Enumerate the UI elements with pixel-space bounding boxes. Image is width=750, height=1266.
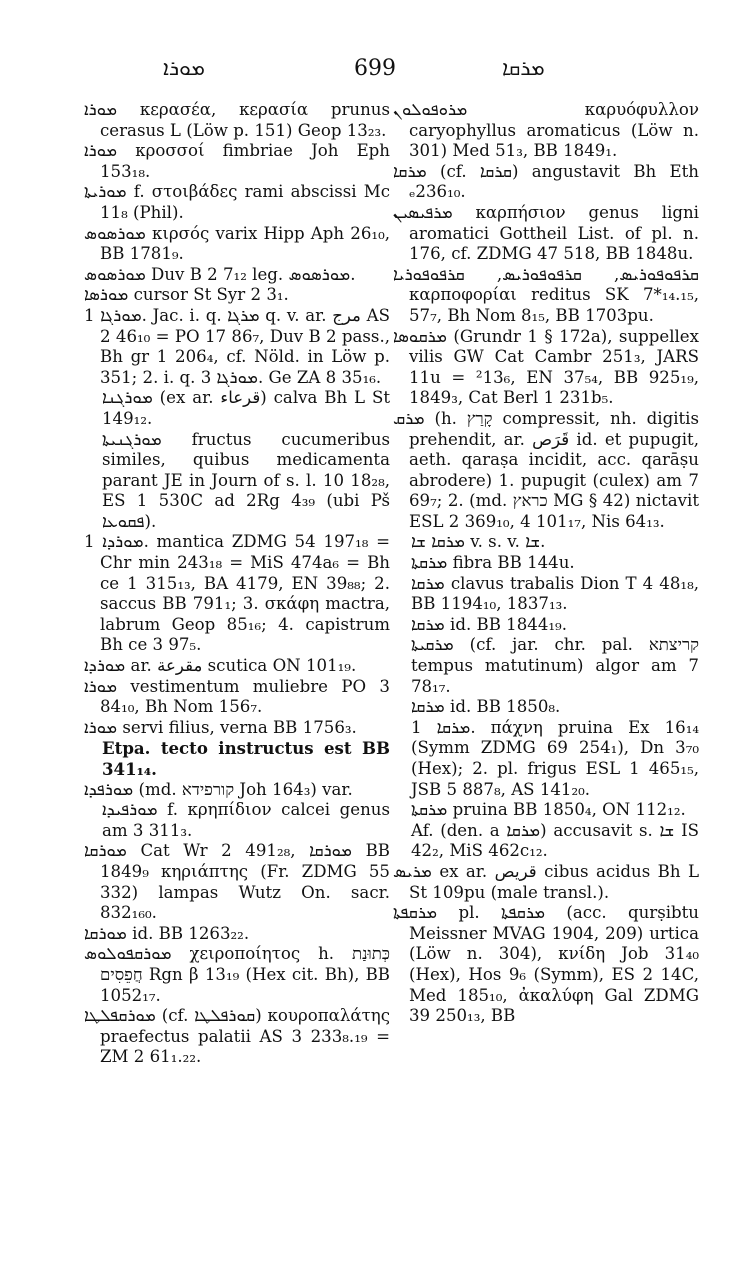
dictionary-entry: ܡܘܪܓܐ 1. Jac. i. q. ܡܪܓܐ q. v. ar. ﻣﺮﺝ AS 2 46₁₀ = PO 17 86₇, Duv B 2 pass., Bh gr 1 206₄, cf. Nöld. in Löw p. 351; 2. i. q. ܡܘܪܓܐ 3. Ge ZA 8 35₁₆. [84,305,390,387]
dictionary-entry: ܡܪܩܐ id. BB 1850₈. [411,697,561,717]
dictionary-entry: ܡܪܝܣ ex ar. ﻗﺮﻳﺺ cibus acidus Bh L St 109pu (male transl.). [393,861,700,902]
dictionary-entry: ܡܘܪܦܝܕܐ f. κρηπίδιον calcei genus am 3 311₃. [102,800,390,840]
dictionary-entry: ܡܘܪܩܐ id. BB 1263₂₂. [84,923,250,943]
dictionary-entry: ܡܘܪܐ κερασέα, κερασία prunus cerasus L (Löw p. 151) Geop 13₂₃. [84,100,390,140]
dictionary-entry: ܡܘܪܩܐ Cat Wr 2 491₂₈, ܡܘܪܩܐ BB 1849₉ κηριάπτης (Fr. ZDMG 55 332) lampas Wutz On. sacr. 832₁₆₀. [84,841,390,923]
left-column [84,100,390,1068]
right-column [393,100,699,1027]
dictionary-entry: Af. (den. a ܡܪܩܐ) accusavit s. ܫܐ IS 42₂, MiS 462c₁₂. [411,820,699,861]
dictionary-entry: ܡܘܪܕܐ ar. ﻣﻘﺮﻋﺔ scutica ON 101₁₉. [84,656,357,676]
dictionary-entry: ܡܘܪܐ servi filius, verna BB 1756₃. [84,717,357,737]
dictionary-entry: ܩܪܦܘܦܘܪܝܣ, ܩܪܦܘܦܘܪܝܣ, ܩܪܦܘܦܘܪܝܐ καρποφορίαι reditus SK 7*₁₄.₁₅, 57₇, Bh Nom 8₁₅, BB 1703pu. [393,264,699,325]
dictionary-entry: ܡܘܪܩܦܠܛܐ (cf. ܩܘܪܦܠܛܐ) κουροπαλάτης praefectus palatii AS 3 233₈.₁₉ = ZM 2 61₁.₂₂. [84,1006,390,1067]
dictionary-entry: ܡܘܪܣܐ cursor St Syr 2 3₁. [84,285,289,305]
dictionary-entry: ܡܪܩܐ 1. πάχνη pruina Ex 16₁₄ (Symm ZDMG 69 254₁), Dn 3₇₀ (Hex); 2. pl. frigus ESL 1 465₁₅, JSB 5 887₈, AS 141₂₀. [411,717,699,799]
dictionary-entry: Etpa. tecto instructus est BB 341₁₄. [102,738,390,779]
dictionary-entry: ܡܘܪܕܐ 1. mantica ZDMG 54 197₁₈ = Chr min 243₁₈ = MiS 474a₆ = Bh ce 1 315₁₃, BA 4179, EN 39₈₈; 2. saccus BB 791₁; 3. σκάφη mactra, labrum Geop 85₁₆; 4. capistrum Bh ce 3 97₅. [84,532,391,655]
running-head-right: ܡܪܩܐ [502,56,545,80]
running-head-left: ܡܘܪܐ [163,56,205,80]
dictionary-entry: ܡܘܪܐ vestimentum muliebre PO 3 84₁₀, Bh Nom 156₇. [84,676,390,717]
dictionary-entry: ܡܘܪܝܬܐ f. στοιβάδες rami abscissi Mc 11₈ (Phil). [84,182,390,222]
page-header [0,56,750,86]
dictionary-entry: ܡܘܪܩܦܘܠܘܣ χειροποίητος h. כְּתוּנַת חֲפֵסִים Rgn β 13₁₉ (Hex cit. Bh), BB 1052₁₇. [84,944,390,1005]
page-number: 699 [354,56,396,81]
dictionary-entry: ܡܪܩܐ clavus trabalis Dion T 4 48₁₈, BB 1194₁₀, 1837₁₃. [411,573,699,614]
dictionary-entry: ܡܪܩܦܬܐ pl. ܡܪܩܦܬܐ (acc. qurṣibtu Meissner MVAG 1904, 209) urtica (Löw n. 304), κνίδη Job 31₄₀ (Hex), Hos 9₆ (Symm), ES 2 14C, Med 185₁₀, ἀκαλύφη Gal ZDMG 39 250₁₃, BB [393,903,699,1026]
dictionary-entry: ܡܪܩܘܣܐ (Grundr 1 § 172a), suppellex vilis GW Cat Cambr 251₃, JARS 11u = ²13₆, EN 37₅₄, BB 925₁₉, 1849₃, Cat Berl 1 231b₅. [393,326,699,408]
dictionary-entry: ܡܘܪܦܕܐ (md. קורפידא Joh 164₃) var. [84,779,353,799]
dictionary-entry: ܡܪܦܝܣܝܢ καρπήσιον genus ligni aromatici Gottheil List. of pl. n. 176, cf. ZDMG 47 518, BB 1848u. [393,202,699,264]
dictionary-entry: ܡܪܩܬܐ fibra BB 144u. [411,553,575,573]
dictionary-entry: ܡܘܪܓܢܝܬܐ fructus cucumeribus similes, quibus medicamenta parant JE in Journ of s. l. 10 18₂₈, ES 1 530C ad 2Rg 4₃₉ (ubi Pš ܦܩܘܥܐ). [102,429,390,531]
dictionary-entry: ܡܪܘܦܘܠܘܢ καρυόφυλλον caryophyllus aromaticus (Löw n. 301) Med 51₃, BB 1849₁. [393,100,699,161]
dictionary-entry: ܡܪܩ (h. קָרַץ compressit, nh. digitis prehendit, ar. ﻗَﺮَﺹ id. et pupugit, aeth. qaraṣa incidit, acc. qarāṣu abrodere) 1. pupugit (culex) am 7 69₇; 2. (md. כראץ MG § 42) nictavit ESL 2 369₁₀, 4 101₁₇, Nis 64₁₃. [393,408,699,531]
dictionary-entry: ܡܪܩܬܐ pruina BB 1850₄, ON 112₁₂. [411,800,686,820]
dictionary-entry: ܡܘܪܓܢܐ (ex ar. ﻗﺮﻋﺎﺀ) calva Bh L St 149₁₂. [102,388,390,428]
dictionary-entry: ܡܪܩܐ (cf. ܩܪܩܐ) angustavit Bh Eth ₑ236₁₀. [393,161,699,202]
dictionary-entry: ܡܪܩܐ ܫܐ v. s. v. ܫܐ. [411,532,546,552]
dictionary-entry: ܡܘܪܣܘܣ Duv B 2 7₁₂ leg. ܡܘܪܣܘܣ. [84,264,356,284]
dictionary-entry: ܡܪܩܝܬܐ (cf. jar. chr. pal. קריצתא tempus matutinum) algor am 7 78₁₇. [411,635,699,696]
dictionary-entry: ܡܘܪܐ κροσσοί fimbriae Joh Eph 153₁₈. [84,141,390,181]
dictionary-entry: ܡܘܪܣܘܣ κιρσός varix Hipp Aph 26₁₀, BB 1781₉. [84,223,390,264]
dictionary-entry: ܡܪܩܐ id. BB 1844₁₉. [411,614,567,634]
